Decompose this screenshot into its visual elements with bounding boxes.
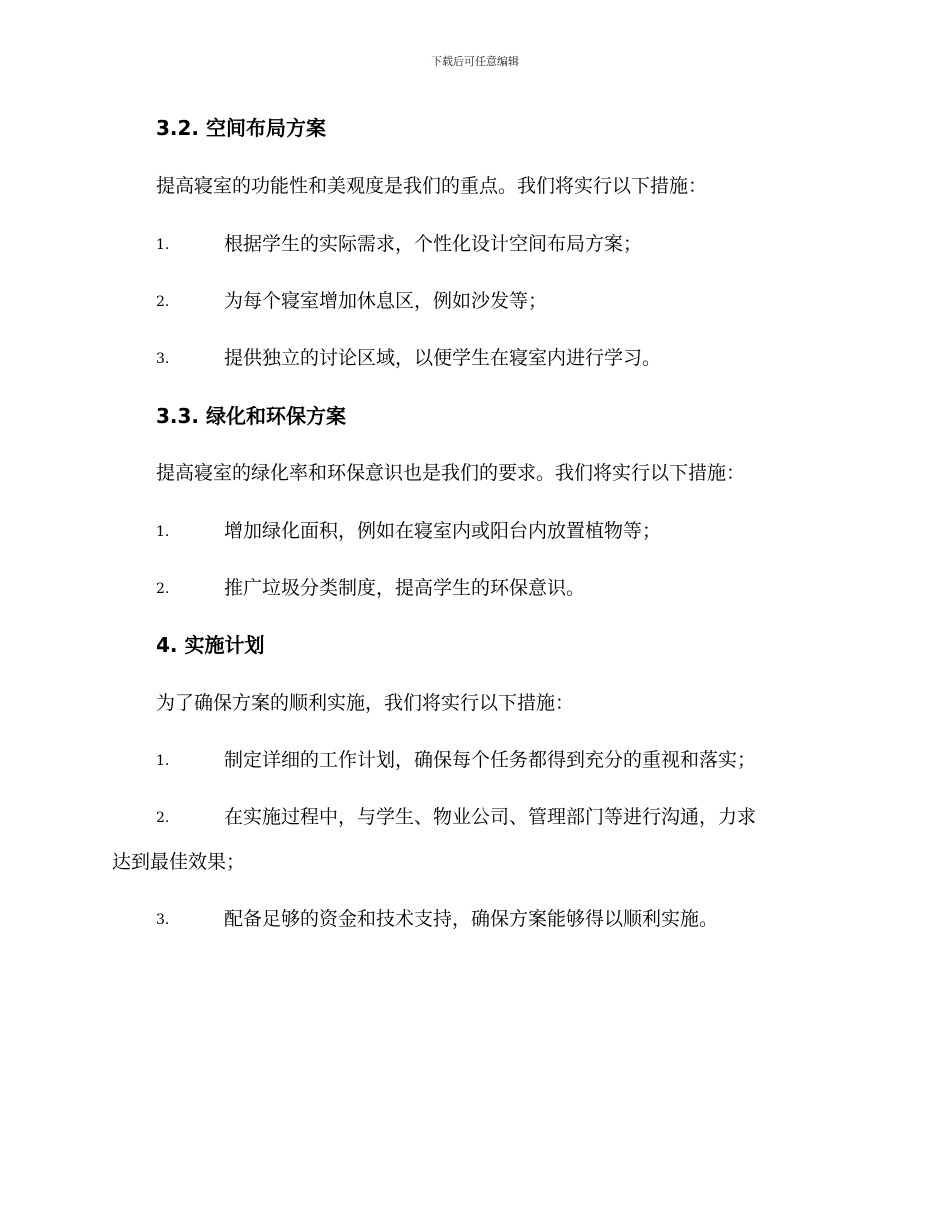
- section-intro-3-2: 提高寝室的功能性和美观度是我们的重点。我们将实行以下措施：: [156, 175, 708, 197]
- list-item: [156, 230, 846, 258]
- list-item-text: 配备足够的资金和技术支持，确保方案能够得以顺利实施。: [224, 908, 719, 930]
- list-item: [156, 905, 846, 933]
- list-item: [156, 517, 846, 545]
- list-item-number: 2.: [156, 294, 170, 310]
- list-item-text: 在实施过程中，与学生、物业公司、管理部门等进行沟通，力求: [224, 806, 757, 828]
- list-item: [156, 344, 846, 372]
- list-item-number: 3.: [156, 351, 170, 367]
- list-item: [156, 746, 846, 774]
- list-item: [156, 574, 846, 602]
- list-item-text: 增加绿化面积，例如在寝室内或阳台内放置植物等；: [224, 520, 662, 542]
- page-header: 下载后可任意编辑: [431, 55, 519, 68]
- section-heading-4: 4. 实施计划: [156, 633, 265, 657]
- list-item-number: 2.: [156, 581, 170, 597]
- list-item-text: 制定详细的工作计划，确保每个任务都得到充分的重视和落实；: [224, 749, 757, 771]
- list-item-number: 1.: [156, 524, 170, 540]
- list-item-text: 提供独立的讨论区域，以便学生在寝室内进行学习。: [224, 347, 662, 369]
- list-item-number: 3.: [156, 912, 170, 928]
- section-heading-3-2: 3.2. 空间布局方案: [156, 116, 326, 140]
- list-item-number: 1.: [156, 753, 170, 769]
- list-item-number: 1.: [156, 237, 170, 253]
- list-item: [156, 287, 846, 315]
- section-intro-3-3: 提高寝室的绿化率和环保意识也是我们的要求。我们将实行以下措施：: [156, 462, 746, 484]
- list-item-text: 根据学生的实际需求，个性化设计空间布局方案；: [224, 233, 643, 255]
- list-item-text: 为每个寝室增加休息区，例如沙发等；: [224, 290, 548, 312]
- section-intro-4: 为了确保方案的顺利实施，我们将实行以下措施：: [156, 692, 575, 714]
- list-item: [156, 803, 846, 831]
- list-item-text: 推广垃圾分类制度，提高学生的环保意识。: [224, 577, 586, 599]
- list-item-number: 2.: [156, 810, 170, 826]
- section-heading-3-3: 3.3. 绿化和环保方案: [156, 404, 346, 428]
- list-item-continuation: 达到最佳效果；: [112, 851, 246, 873]
